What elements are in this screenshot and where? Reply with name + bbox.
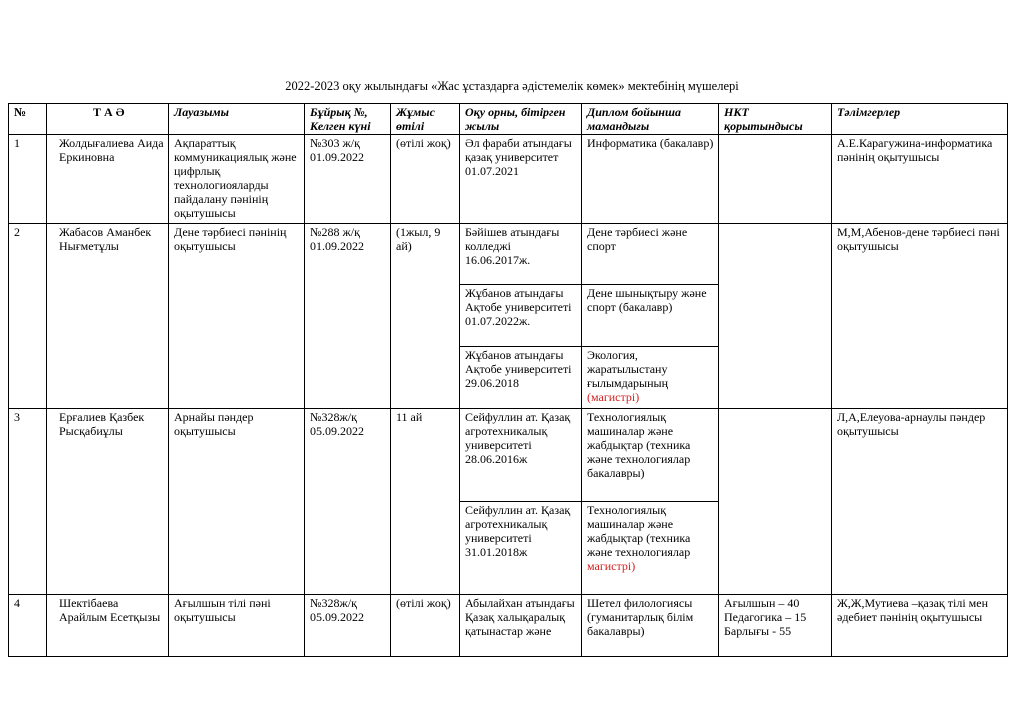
- work-experience: (өтілі жоқ): [391, 135, 460, 224]
- header-experience: Жұмыс өтілі: [391, 104, 460, 135]
- education-institution: Әл фараби атындағы қазақ университет 01.07.2021: [460, 135, 582, 224]
- header-education: Оқу орны, бітірген жылы: [460, 104, 582, 135]
- row-number: 1: [9, 135, 47, 224]
- mentor: М,М,Абенов-дене тәрбиесі пәні оқытушысы: [832, 224, 1008, 409]
- nkt-result: [719, 135, 832, 224]
- mentor: А.Е.Карагужина-информатика пәнінің оқытушысы: [832, 135, 1008, 224]
- member-position: Дене тәрбиесі пәнінің оқытушысы: [169, 224, 305, 409]
- header-row: [9, 104, 1008, 135]
- page-title: 2022-2023 оқу жылындағы «Жас ұстаздарға әдістемелік көмек» мектебінің мүшелері: [285, 79, 739, 93]
- table-row: [9, 409, 1008, 502]
- header-diploma: Диплом бойынша мамандығы: [582, 104, 719, 135]
- work-experience: (1жыл, 9 ай): [391, 224, 460, 409]
- diploma-specialty: Дене шынықтыру және спорт (бакалавр): [582, 285, 719, 347]
- header-num: №: [9, 104, 47, 135]
- order-date: №328ж/қ 05.09.2022: [305, 409, 391, 595]
- diploma-specialty: Технологиялық машиналар және жабдықтар (техника және технологиялар магистрі): [582, 502, 719, 595]
- member-position: Ақпараттық коммуникациялық және цифрлық технологиояларды пайдалану пәнінің оқытушысы: [169, 135, 305, 224]
- members-table: [8, 103, 1008, 657]
- header-position: Лауазымы: [169, 104, 305, 135]
- row-number: 4: [9, 595, 47, 657]
- work-experience: (өтілі жоқ): [391, 595, 460, 657]
- header-nkt: НКТ қорытындысы: [719, 104, 832, 135]
- diploma-specialty: Экология, жаратылыстану ғылымдарының (магистрі): [582, 347, 719, 409]
- diploma-degree-note: (магистрі): [587, 390, 640, 404]
- diploma-specialty: Шетел филологиясы (гуманитарлық білім бакалавры): [582, 595, 719, 657]
- row-number: 3: [9, 409, 47, 595]
- member-name: Жолдығалиева Аида Еркиновна: [47, 135, 169, 224]
- order-date: №303 ж/қ 01.09.2022: [305, 135, 391, 224]
- diploma-specialty: Дене тәрбиесі және спорт: [582, 224, 719, 285]
- nkt-result: [719, 409, 832, 595]
- member-name: Шектібаева Арайлым Есетқызы: [47, 595, 169, 657]
- member-position: Арнайы пәндер оқытушысы: [169, 409, 305, 595]
- mentor: Ж,Ж,Мутиева –қазақ тілі мен әдебиет пәнінің оқытушысы: [832, 595, 1008, 657]
- row-number: 2: [9, 224, 47, 409]
- education-institution: Бәйішев атындағы колледжі 16.06.2017ж.: [460, 224, 582, 285]
- mentor: Л,А,Елеуова-арнаулы пәндер оқытушысы: [832, 409, 1008, 595]
- member-name: Ерғалиев Қазбек Рысқабиұлы: [47, 409, 169, 595]
- table-row: [9, 135, 1008, 224]
- table-row: [9, 595, 1008, 657]
- table-row: [9, 224, 1008, 285]
- nkt-result: [719, 224, 832, 409]
- education-institution: Жұбанов атындағы Ақтобе университеті 01.07.2022ж.: [460, 285, 582, 347]
- member-name: Жабасов Аманбек Нығметұлы: [47, 224, 169, 409]
- education-institution: Сейфуллин ат. Қазақ агротехникалық университеті 31.01.2018ж: [460, 502, 582, 595]
- header-mentors: Тәлімгерлер: [832, 104, 1008, 135]
- education-institution: Сейфуллин ат. Қазақ агротехникалық университеті 28.06.2016ж: [460, 409, 582, 502]
- order-date: №328ж/қ 05.09.2022: [305, 595, 391, 657]
- nkt-result: Ағылшын – 40 Педагогика – 15 Барлығы - 55: [719, 595, 832, 657]
- education-institution: Жұбанов атындағы Ақтобе университеті 29.06.2018: [460, 347, 582, 409]
- header-name: Т А Ә: [47, 104, 169, 135]
- diploma-specialty: Технологиялық машиналар және жабдықтар (техника және технологиялар бакалавры): [582, 409, 719, 502]
- member-position: Ағылшын тілі пәні оқытушысы: [169, 595, 305, 657]
- work-experience: 11 ай: [391, 409, 460, 595]
- education-institution: Абылайхан атындағы Қазақ халықаралық қатынастар және: [460, 595, 582, 657]
- header-order: Бұйрық №, Келген күні: [305, 104, 391, 135]
- diploma-degree-note: магистрі): [587, 559, 636, 573]
- order-date: №288 ж/қ 01.09.2022: [305, 224, 391, 409]
- diploma-specialty: Информатика (бакалавр): [582, 135, 719, 224]
